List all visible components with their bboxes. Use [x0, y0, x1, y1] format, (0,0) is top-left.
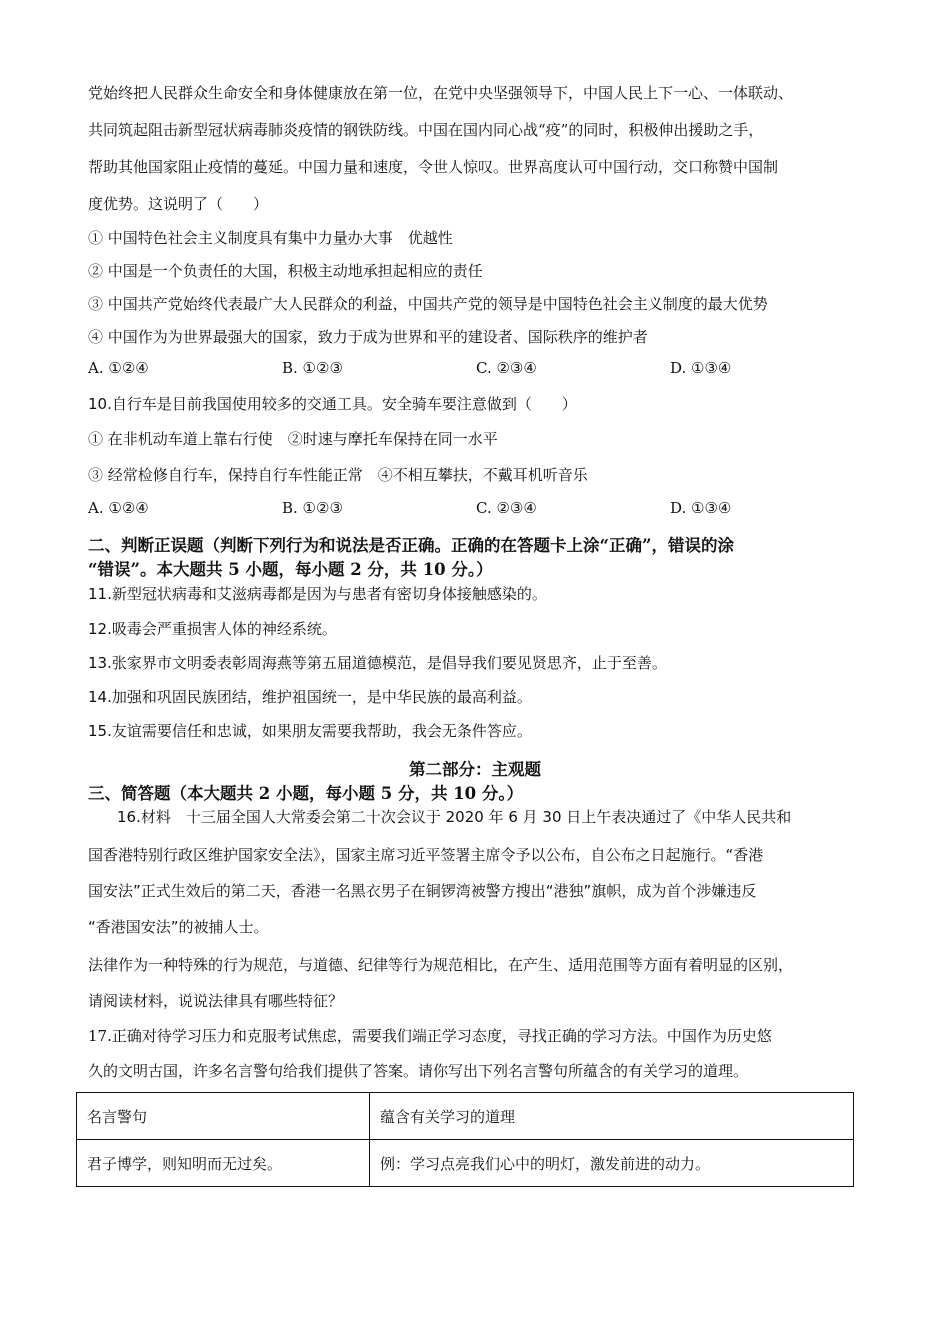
section2-heading-line-2: “错误”。本大题共 5 小题，每小题 2 分，共 10 分。） [88, 560, 493, 579]
q16-question-line-1: 法律作为一种特殊的行为规范，与道德、纪律等行为规范相比，在产生、适用范围等方面有着明显的区别， [88, 956, 794, 974]
q10-option-a[interactable]: A. ①②④ [88, 499, 149, 517]
q10-statement-1: ① 在非机动车道上靠右行使 ②时速与摩托车保持在同一水平 [88, 430, 498, 448]
q17-stem-line-2: 久的文明古国，许多名言警句给我们提供了答案。请你写出下列名言警句所蕴含的有关学习的道理。 [88, 1062, 749, 1080]
q9-stem-line-2: 共同筑起阻击新型冠状病毒肺炎疫情的钢铁防线。中国在国内同心战“疫”的同时，积极伸出援助之手， [88, 121, 764, 139]
section3-heading: 三、简答题（本大题共 2 小题，每小题 5 分，共 10 分。） [88, 784, 524, 803]
q17-stem-line-1: 17.正确对待学习压力和克服考试焦虑，需要我们端正学习态度，寻找正确的学习方法。中国作为历史悠 [88, 1027, 772, 1045]
q16-material-line-4: “香港国安法”的被捕人士。 [88, 918, 269, 936]
q9-option-d[interactable]: D. ①③④ [670, 359, 732, 377]
q16-material-line-3: 国安法”正式生效后的第二天，香港一名黑衣男子在铜锣湾被警方搜出“港独”旗帜，成为首个涉嫌违反 [88, 882, 757, 900]
table-cell-meaning: 例：学习点亮我们心中的明灯，激发前进的动力。 [370, 1140, 854, 1187]
q16-material-line-2: 国香港特别行政区维护国家安全法》，国家主席习近平签署主席令予以公布，自公布之日起施行。“香港 [88, 846, 764, 864]
q9-option-c[interactable]: C. ②③④ [476, 359, 537, 377]
q9-option-b[interactable]: B. ①②③ [282, 359, 343, 377]
q9-statement-3: ③ 中国共产党始终代表最广大人民群众的利益，中国共产党的领导是中国特色社会主义制度的最大优势 [88, 295, 768, 313]
part2-title: 第二部分：主观题 [409, 760, 541, 779]
q10-option-b[interactable]: B. ①②③ [282, 499, 343, 517]
quotes-table [76, 1092, 854, 1187]
judgement-item-14: 14.加强和巩固民族团结，维护祖国统一，是中华民族的最高利益。 [88, 688, 532, 706]
q10-option-c[interactable]: C. ②③④ [476, 499, 537, 517]
q16-material-line-1: 16.材料 十三届全国人大常委会第二十次会议于 2020 年 6 月 30 日上午表决通过了《中华人民共和 [117, 808, 792, 826]
judgement-item-15: 15.友谊需要信任和忠诚，如果朋友需要我帮助，我会无条件答应。 [88, 722, 532, 740]
q9-statement-1: ① 中国特色社会主义制度具有集中力量办大事 优越性 [88, 229, 453, 247]
q16-question-line-2: 请阅读材料，说说法律具有哪些特征？ [88, 992, 344, 1010]
q9-stem-line-4: 度优势。这说明了（ ） [88, 195, 269, 213]
table-header-meaning: 蕴含有关学习的道理 [370, 1093, 854, 1140]
q10-options [88, 499, 868, 521]
q10-stem: 10.自行车是目前我国使用较多的交通工具。安全骑车要注意做到（ ） [88, 395, 577, 413]
q9-options [88, 359, 868, 381]
section2-heading-line-1: 二、判断正误题（判断下列行为和说法是否正确。正确的在答题卡上涂“正确”，错误的涂 [88, 536, 734, 555]
q9-stem-line-1: 党始终把人民群众生命安全和身体健康放在第一位，在党中央坚强领导下，中国人民上下一心、一体联动、 [88, 84, 794, 102]
table-header-row [77, 1093, 854, 1140]
q9-option-a[interactable]: A. ①②④ [88, 359, 149, 377]
q10-option-d[interactable]: D. ①③④ [670, 499, 732, 517]
q10-statement-2: ③ 经常检修自行车，保持自行车性能正常 ④不相互攀扶，不戴耳机听音乐 [88, 466, 588, 484]
table-header-quote: 名言警句 [77, 1093, 370, 1140]
table-row [77, 1140, 854, 1187]
q9-statement-4: ④ 中国作为为世界最强大的国家，致力于成为世界和平的建设者、国际秩序的维护者 [88, 328, 648, 346]
judgement-item-11: 11.新型冠状病毒和艾滋病毒都是因为与患者有密切身体接触感染的。 [88, 585, 547, 603]
q9-stem-line-3: 帮助其他国家阻止疫情的蔓延。中国力量和速度，令世人惊叹。世界高度认可中国行动，交口称赞中国制 [88, 158, 779, 176]
q9-statement-2: ② 中国是一个负责任的大国，积极主动地承担起相应的责任 [88, 262, 483, 280]
table-cell-quote: 君子博学，则知明而无过矣。 [77, 1140, 370, 1187]
judgement-item-12: 12.吸毒会严重损害人体的神经系统。 [88, 620, 337, 638]
judgement-item-13: 13.张家界市文明委表彰周海燕等第五届道德模范，是倡导我们要见贤思齐，止于至善。 [88, 654, 667, 672]
